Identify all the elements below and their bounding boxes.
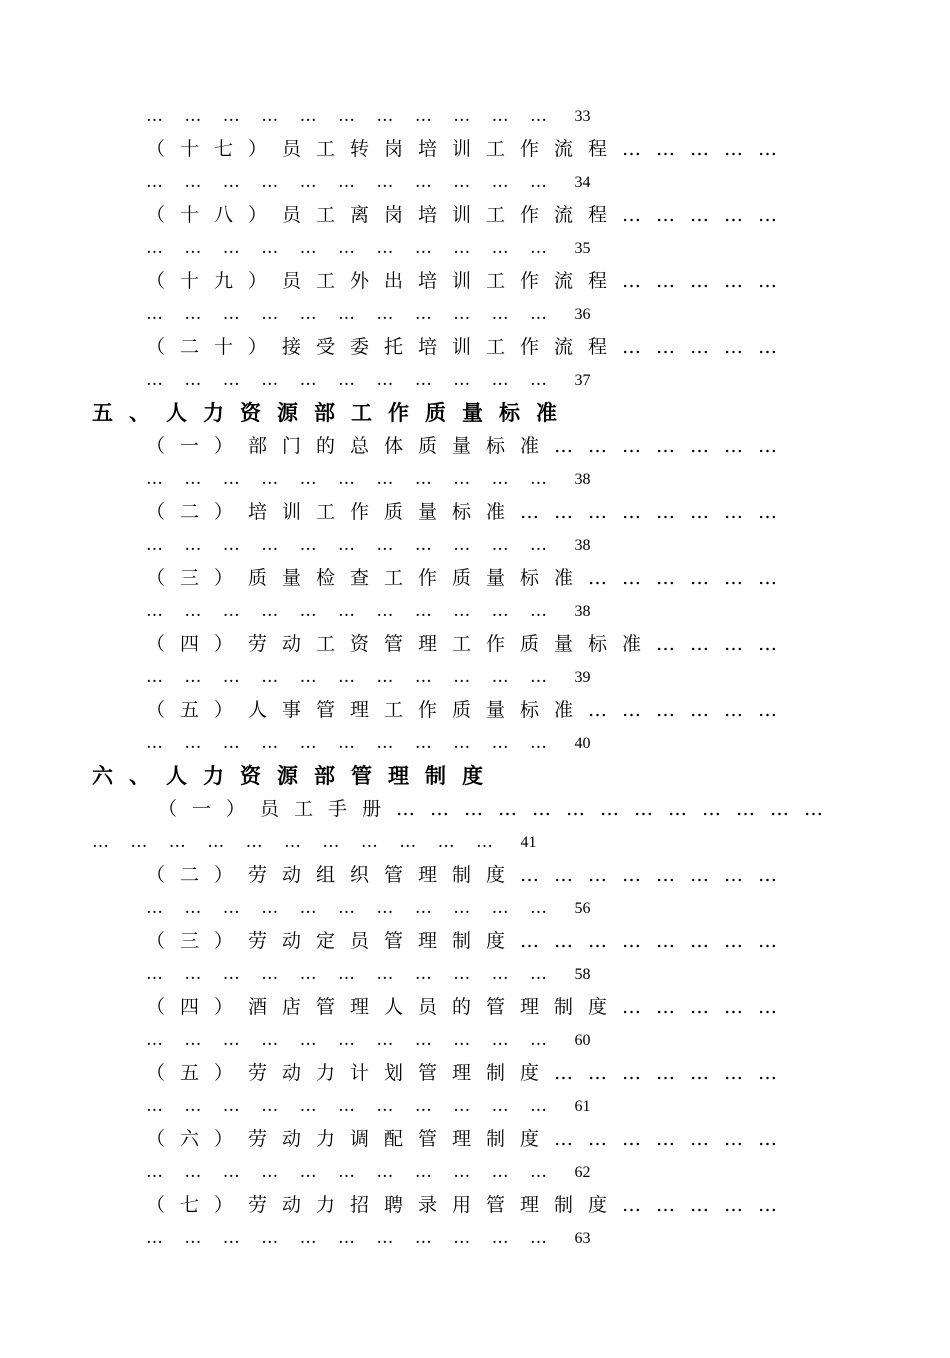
toc-entry-title: （二）培训工作质量标准…………………… [146, 501, 793, 523]
page-number: 38 [574, 603, 591, 620]
toc-entry-leader [146, 167, 846, 197]
page-number: 40 [574, 735, 591, 752]
dot-leader: … … … … … … … … … … … [146, 667, 569, 687]
dot-leader: … … … … … … … … … … … [146, 370, 569, 390]
toc-entry-leader [146, 1025, 846, 1055]
dot-leader: … … … … … … … … … … … [146, 601, 569, 621]
dot-leader: … … … … … … … … … … … [146, 1162, 569, 1182]
dot-leader: … … … … … … … … … … … [146, 238, 569, 258]
toc-entry-leader [146, 101, 846, 131]
page-number: 34 [574, 174, 591, 191]
toc-entry-leader [146, 233, 846, 263]
toc-entry-leader [146, 365, 846, 395]
dot-leader: … … … … … … … … … … … [146, 469, 569, 489]
dot-leader: … … … … … … … … … … … [146, 1228, 569, 1248]
page-number: 58 [574, 966, 591, 983]
toc-entry-leader [146, 728, 846, 758]
toc-entry-leader [146, 596, 846, 626]
toc-entry-title: （十九）员工外出培训工作流程…………… [146, 270, 793, 292]
toc-entry-leader [92, 827, 792, 857]
page-number: 38 [574, 537, 591, 554]
page-number: 39 [574, 669, 591, 686]
page-number: 63 [574, 1230, 591, 1247]
toc-entry-title: （二十）接受委托培训工作流程…………… [146, 336, 793, 358]
dot-leader: … … … … … … … … … … … [146, 535, 569, 555]
toc-entry-leader [146, 1157, 846, 1187]
toc-entry-leader [146, 1223, 846, 1253]
dot-leader: … … … … … … … … … … … [146, 898, 569, 918]
toc-entry-leader [146, 299, 846, 329]
page-number: 36 [574, 306, 591, 323]
dot-leader: … … … … … … … … … … … [146, 733, 569, 753]
toc-entry-title: （三）劳动定员管理制度…………………… [146, 930, 793, 952]
dot-leader: … … … … … … … … … … … [146, 964, 569, 984]
page-number: 56 [574, 900, 591, 917]
toc-entry-title: （七）劳动力招聘录用管理制度…………… [146, 1194, 793, 1216]
dot-leader: … … … … … … … … … … … [146, 106, 569, 126]
toc-entry-title: （五）劳动力计划管理制度………………… [146, 1062, 793, 1084]
toc-entry-title: （六）劳动力调配管理制度………………… [146, 1128, 793, 1150]
section-heading: 六、人力资源部管理制度 [92, 764, 499, 788]
toc-entry-leader [146, 530, 846, 560]
dot-leader: … … … … … … … … … … … [146, 304, 569, 324]
page-number: 38 [574, 471, 591, 488]
page-number: 37 [574, 372, 591, 389]
toc-entry-title: （十七）员工转岗培训工作流程…………… [146, 138, 793, 160]
toc-entry-title: （五）人事管理工作质量标准……………… [146, 699, 793, 721]
toc-entry-leader [146, 662, 846, 692]
section-heading: 五、人力资源部工作质量标准 [92, 401, 573, 425]
toc-entry-leader [146, 464, 846, 494]
toc-entry-title: （二）劳动组织管理制度…………………… [146, 864, 793, 886]
dot-leader: … … … … … … … … … … … [92, 832, 515, 852]
page-number: 41 [520, 834, 537, 851]
page-number: 35 [574, 240, 591, 257]
toc-entry-title: （一）员工手册………………………………… [158, 798, 839, 820]
toc-entry-leader [146, 959, 846, 989]
toc-entry-title: （一）部门的总体质量标准………………… [146, 435, 793, 457]
dot-leader: … … … … … … … … … … … [146, 1096, 569, 1116]
toc-entry-title: （十八）员工离岗培训工作流程…………… [146, 204, 793, 226]
page-number: 60 [574, 1032, 591, 1049]
toc-entry-title: （四）酒店管理人员的管理制度…………… [146, 996, 793, 1018]
toc-entry-title: （四）劳动工资管理工作质量标准………… [146, 633, 793, 655]
toc-entry-leader [146, 893, 846, 923]
toc-entry-leader [146, 1091, 846, 1121]
toc-entry-title: （三）质量检查工作质量标准……………… [146, 567, 793, 589]
dot-leader: … … … … … … … … … … … [146, 1030, 569, 1050]
page-number: 62 [574, 1164, 591, 1181]
page-number: 61 [574, 1098, 591, 1115]
page-number: 33 [574, 108, 591, 125]
dot-leader: … … … … … … … … … … … [146, 172, 569, 192]
